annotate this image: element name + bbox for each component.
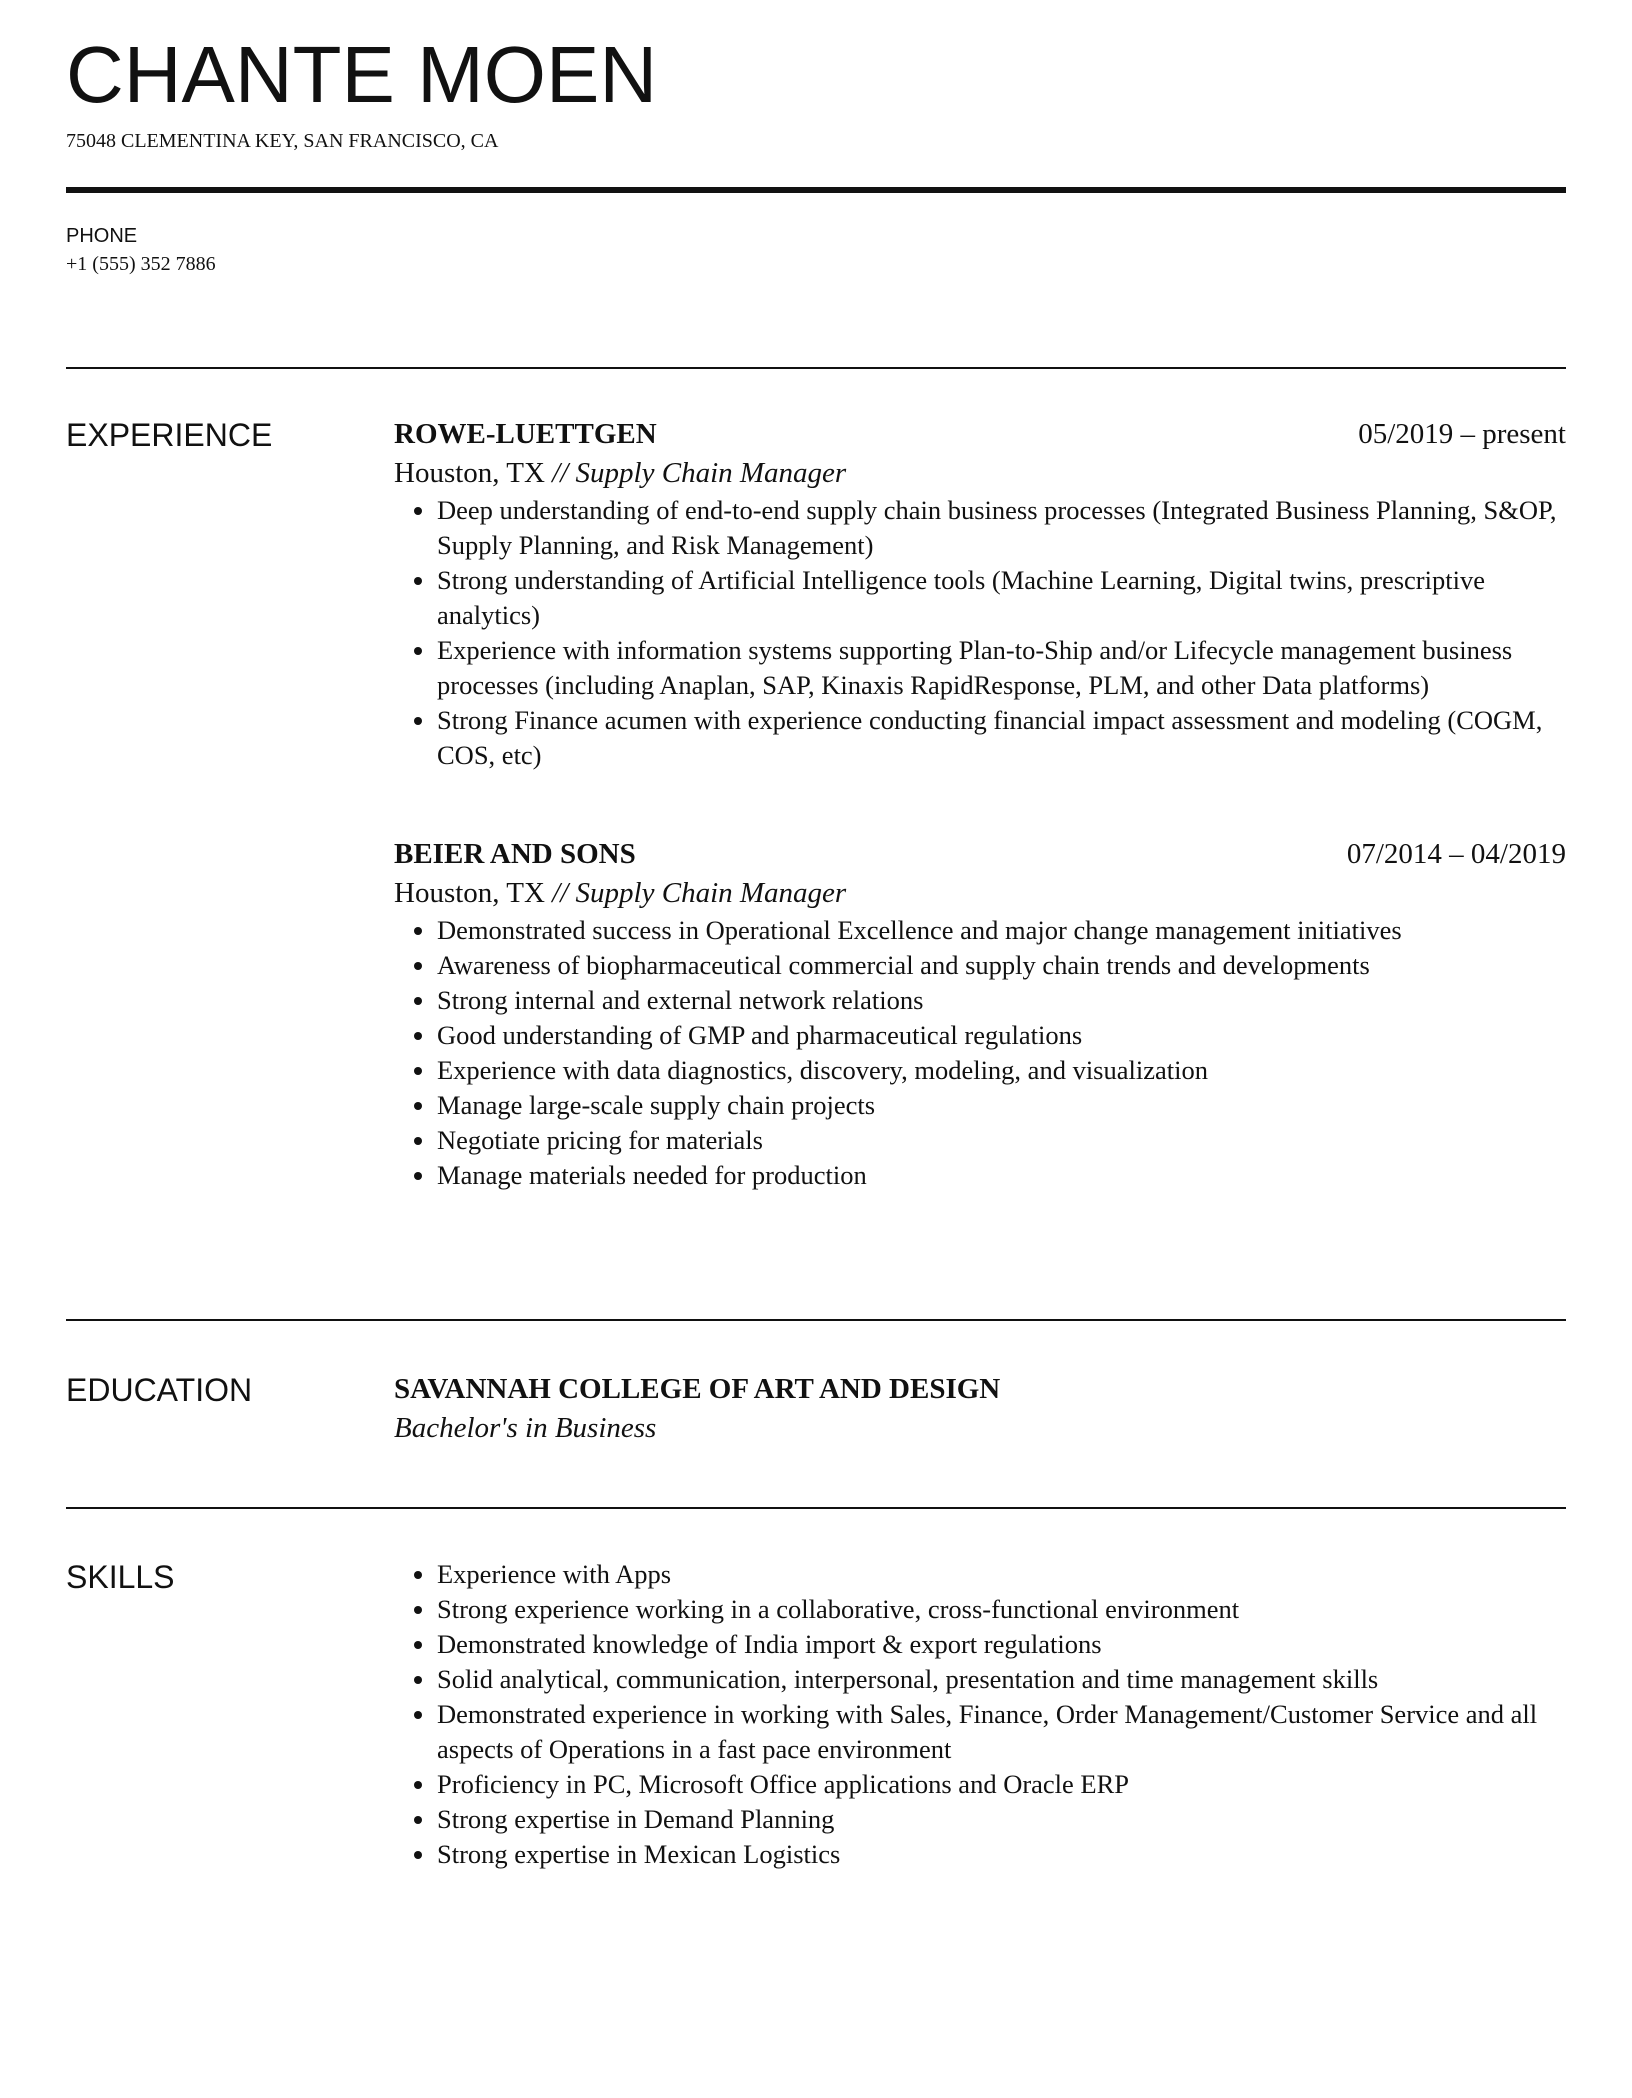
list-item: • Negotiate pricing for materials	[437, 1123, 1566, 1158]
skills-list	[394, 1557, 1566, 1872]
job-subtitle	[394, 453, 1566, 493]
education-degree: Bachelor's in Business	[394, 1412, 657, 1444]
skills-section	[66, 1509, 1566, 1872]
list-item: • Manage materials needed for production	[437, 1158, 1566, 1193]
list-item: • Deep understanding of end-to-end supply chain business processes (Integrated Business Planning, S&OP, Supply Planning, and Risk Management)	[437, 493, 1566, 563]
candidate-name: CHANTE MOEN	[66, 30, 658, 119]
job-bullets	[394, 913, 1566, 1193]
experience-list	[394, 415, 1566, 1319]
list-item: • Manage large-scale supply chain projects	[437, 1088, 1566, 1123]
list-item: • Strong understanding of Artificial Intelligence tools (Machine Learning, Digital twins, prescriptive analytics)	[437, 563, 1566, 633]
contact-block	[66, 193, 1566, 367]
list-item: • Experience with information systems supporting Plan-to-Ship and/or Lifecycle management business processes (including Anaplan, SAP, Kinaxis RapidResponse, PLM, and other Data platforms)	[437, 633, 1566, 703]
job-separator: //	[552, 877, 569, 909]
job-company: ROWE-LUETTGEN	[394, 418, 657, 450]
list-item: • Experience with Apps	[437, 1557, 1566, 1592]
job-entry	[394, 415, 1566, 773]
phone-label: PHONE	[66, 225, 138, 247]
phone-value: +1 (555) 352 7886	[66, 253, 216, 275]
job-company: BEIER AND SONS	[394, 838, 636, 870]
list-item: • Strong experience working in a collaborative, cross-functional environment	[437, 1592, 1566, 1627]
job-bullets	[394, 493, 1566, 773]
list-item: • Demonstrated experience in working with Sales, Finance, Order Management/Customer Service and all aspects of Operations in a fast pace environment	[437, 1697, 1566, 1767]
job-role: Supply Chain Manager	[575, 457, 847, 489]
skills-heading: SKILLS	[66, 1559, 175, 1595]
job-separator: //	[552, 457, 569, 489]
list-item: • Solid analytical, communication, interpersonal, presentation and time management skills	[437, 1662, 1566, 1697]
list-item: • Demonstrated knowledge of India import & export regulations	[437, 1627, 1566, 1662]
education-section	[66, 1321, 1566, 1507]
list-item: • Awareness of biopharmaceutical commercial and supply chain trends and developments	[437, 948, 1566, 983]
candidate-address: 75048 CLEMENTINA KEY, SAN FRANCISCO, CA	[66, 130, 499, 152]
job-location: Houston, TX	[394, 457, 545, 489]
job-subtitle	[394, 873, 1566, 913]
list-item: • Strong Finance acumen with experience conducting financial impact assessment and modeling (COGM, COS, etc)	[437, 703, 1566, 773]
experience-heading: EXPERIENCE	[66, 417, 273, 453]
job-role: Supply Chain Manager	[575, 877, 847, 909]
list-item: • Demonstrated success in Operational Excellence and major change management initiatives	[437, 913, 1566, 948]
job-dates: 05/2019 – present	[1358, 418, 1566, 450]
list-item: • Strong expertise in Demand Planning	[437, 1802, 1566, 1837]
list-item: • Proficiency in PC, Microsoft Office applications and Oracle ERP	[437, 1767, 1566, 1802]
education-heading: EDUCATION	[66, 1372, 253, 1408]
list-item: • Good understanding of GMP and pharmaceutical regulations	[437, 1018, 1566, 1053]
job-dates: 07/2014 – 04/2019	[1346, 838, 1566, 870]
list-item: • Strong expertise in Mexican Logistics	[437, 1837, 1566, 1872]
job-location: Houston, TX	[394, 877, 545, 909]
resume-header	[66, 0, 1566, 154]
experience-section	[66, 369, 1566, 1319]
job-entry	[394, 835, 1566, 1193]
education-school: SAVANNAH COLLEGE OF ART AND DESIGN	[394, 1373, 1001, 1405]
list-item: • Strong internal and external network relations	[437, 983, 1566, 1018]
list-item: • Experience with data diagnostics, discovery, modeling, and visualization	[437, 1053, 1566, 1088]
